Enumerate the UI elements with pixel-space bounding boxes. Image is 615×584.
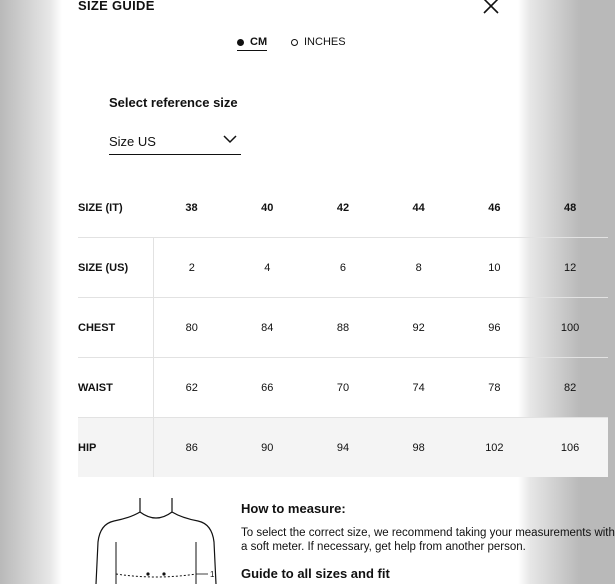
table-cell: 96 xyxy=(457,298,533,358)
table-cell: 6 xyxy=(305,238,381,298)
table-cell: 46 xyxy=(457,178,533,238)
row-label: SIZE (IT) xyxy=(78,178,154,238)
table-cell: 70 xyxy=(305,358,381,418)
table-cell: 40 xyxy=(229,178,305,238)
unit-toggle xyxy=(62,36,518,56)
table-cell: 74 xyxy=(381,358,457,418)
table-cell: 4 xyxy=(229,238,305,298)
table-cell: 92 xyxy=(381,298,457,358)
row-label: CHEST xyxy=(78,298,154,358)
table-cell: 38 xyxy=(154,178,230,238)
table-cell: 90 xyxy=(229,418,305,478)
table-cell: 94 xyxy=(305,418,381,478)
measure-text-line: a soft meter. If necessary, get help from another person. xyxy=(241,541,526,553)
table-cell: 10 xyxy=(457,238,533,298)
page-title: SIZE GUIDE xyxy=(78,0,155,13)
table-cell: 78 xyxy=(457,358,533,418)
table-header-row xyxy=(78,178,608,238)
row-label: SIZE (US) xyxy=(78,238,154,298)
table-cell: 2 xyxy=(154,238,230,298)
table-cell: 100 xyxy=(532,298,608,358)
table-cell: 62 xyxy=(154,358,230,418)
how-to-measure-text xyxy=(241,526,615,554)
close-icon[interactable] xyxy=(481,0,501,16)
how-to-measure-title: How to measure: xyxy=(241,501,346,516)
measure-text-line: To select the correct size, we recommend taking your measurements with xyxy=(241,527,615,539)
table-row xyxy=(78,298,608,358)
table-cell: 102 xyxy=(457,418,533,478)
radio-unselected-icon xyxy=(291,39,298,46)
table-cell: 42 xyxy=(305,178,381,238)
guide-title: Guide to all sizes and fit xyxy=(241,566,390,581)
row-label: HIP xyxy=(78,418,154,478)
table-cell: 12 xyxy=(532,238,608,298)
table-row xyxy=(78,238,608,298)
table-cell: 84 xyxy=(229,298,305,358)
chevron-down-icon xyxy=(223,134,237,144)
table-row xyxy=(78,358,608,418)
radio-selected-icon xyxy=(237,39,244,46)
table-cell: 88 xyxy=(305,298,381,358)
reference-size-select[interactable] xyxy=(109,132,241,155)
table-cell: 106 xyxy=(532,418,608,478)
table-cell: 8 xyxy=(381,238,457,298)
table-cell: 66 xyxy=(229,358,305,418)
unit-option-cm[interactable] xyxy=(237,36,267,51)
unit-label: INCHES xyxy=(304,36,346,48)
measure-marker: 1 xyxy=(210,570,215,579)
body-silhouette-icon xyxy=(92,494,222,584)
table-cell: 82 xyxy=(532,358,608,418)
table-row xyxy=(78,418,608,478)
row-label: WAIST xyxy=(78,358,154,418)
unit-label: CM xyxy=(250,36,268,48)
table-cell: 98 xyxy=(381,418,457,478)
reference-size-label: Select reference size xyxy=(109,95,238,110)
table-cell: 44 xyxy=(381,178,457,238)
table-cell: 86 xyxy=(154,418,230,478)
table-cell: 80 xyxy=(154,298,230,358)
unit-option-inches[interactable] xyxy=(291,36,346,48)
table-cell: 48 xyxy=(532,178,608,238)
size-guide-panel xyxy=(62,0,615,581)
reference-size-value: Size US xyxy=(109,134,156,149)
size-table xyxy=(78,178,608,477)
